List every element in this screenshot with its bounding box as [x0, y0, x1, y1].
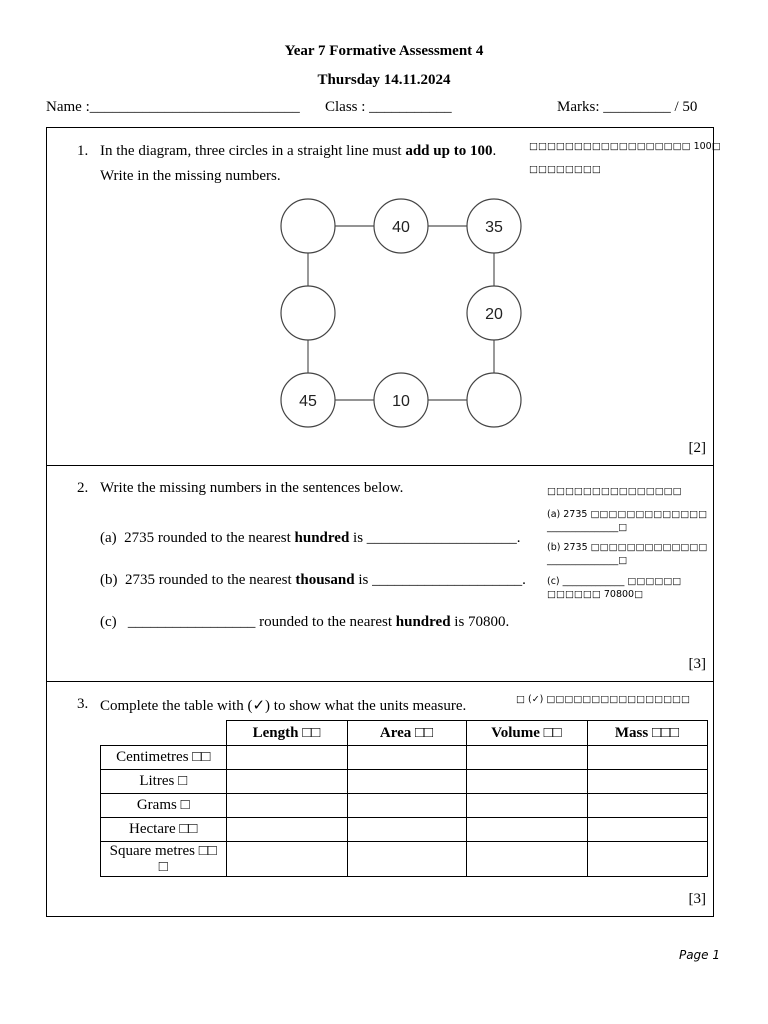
q2-translation-c2: □□□□□□ 70800□: [547, 589, 644, 600]
answer-cell[interactable]: [347, 842, 466, 877]
answer-cell[interactable]: [347, 770, 466, 794]
circle-top-left[interactable]: [281, 199, 335, 253]
answer-cell[interactable]: [466, 770, 587, 794]
answer-cell[interactable]: [347, 818, 466, 842]
circle-top-middle-value: 40: [392, 219, 410, 236]
column-length: Length □□: [226, 721, 347, 746]
q2-marks: [3]: [688, 656, 706, 672]
circle-bottom-right[interactable]: [467, 373, 521, 427]
q3-marks: [3]: [688, 891, 706, 907]
circle-bottom-left-value: 45: [299, 393, 317, 410]
row-label: Hectare □□: [101, 818, 227, 842]
q2-number: 2.: [77, 480, 89, 496]
circle-middle-right-value: 20: [485, 306, 503, 323]
q3-prompt: Complete the table with (✓) to show what the units measure.: [100, 698, 467, 714]
answer-cell[interactable]: [226, 746, 347, 770]
circle-bottom-middle-value: 10: [392, 393, 410, 410]
marks-field[interactable]: Marks: _________ / 50: [557, 99, 698, 115]
q2-translation-a1: (a) 2735 □□□□□□□□□□□□□: [547, 509, 708, 520]
q1-line2: Write in the missing numbers.: [100, 168, 281, 184]
q2-prompt: Write the missing numbers in the sentences below.: [100, 480, 404, 496]
q2-part-c: (c) _________________ rounded to the nearest hundred is 70800.: [100, 614, 510, 630]
answer-cell[interactable]: [466, 818, 587, 842]
page-number: Page 1: [678, 948, 720, 962]
name-field[interactable]: Name :____________________________: [46, 99, 300, 115]
q1-translation-2: □□□□□□□□: [529, 164, 601, 175]
q3-number: 3.: [77, 696, 89, 712]
question-2-box: [46, 465, 714, 682]
table-row: [101, 794, 708, 818]
q2-translation-b2: _______________□: [547, 555, 628, 566]
column-mass: Mass □□□: [587, 721, 707, 746]
q3-translation: □ (✓) □□□□□□□□□□□□□□□□: [516, 694, 691, 705]
table-row: [101, 770, 708, 794]
column-area: Area □□: [347, 721, 466, 746]
q2-translation-c1: (c) _____________ □□□□□□: [547, 576, 682, 587]
circle-square-diagram: [277, 196, 527, 428]
answer-cell[interactable]: [587, 746, 707, 770]
q1-translation-1: □□□□□□□□□□□□□□□□□□ 100□: [529, 141, 721, 152]
answer-cell[interactable]: [226, 818, 347, 842]
q1-number: 1.: [77, 143, 89, 159]
question-1-box: [46, 127, 721, 466]
answer-cell[interactable]: [226, 770, 347, 794]
q2-translation: □□□□□□□□□□□□□□□: [547, 486, 682, 497]
answer-cell[interactable]: [226, 842, 347, 877]
table-row: [101, 842, 708, 877]
page-title: Year 7 Formative Assessment 4: [284, 43, 484, 59]
row-label: Litres □: [101, 770, 227, 794]
answer-cell[interactable]: [587, 794, 707, 818]
column-volume: Volume □□: [466, 721, 587, 746]
header-corner: [101, 721, 227, 746]
circle-middle-left[interactable]: [281, 286, 335, 340]
table-row: [101, 746, 708, 770]
units-table-header: [101, 721, 708, 746]
q2-translation-b1: (b) 2735 □□□□□□□□□□□□□: [547, 542, 708, 553]
units-table: [100, 720, 708, 877]
table-row: [101, 818, 708, 842]
q2-translation-a2: _______________□: [547, 522, 628, 533]
row-label: Centimetres □□: [101, 746, 227, 770]
answer-cell[interactable]: [347, 746, 466, 770]
answer-cell[interactable]: [466, 746, 587, 770]
answer-cell[interactable]: [587, 842, 707, 877]
q2-part-b: (b) 2735 rounded to the nearest thousand is ____________________.: [100, 572, 526, 588]
q1-line1: In the diagram, three circles in a straight line must add up to 100.: [100, 143, 497, 159]
assessment-date: Thursday 14.11.2024: [317, 72, 451, 88]
answer-cell[interactable]: [587, 818, 707, 842]
q2-part-a: (a) 2735 rounded to the nearest hundred is ____________________.: [100, 530, 521, 546]
class-field[interactable]: Class : ___________: [325, 99, 452, 115]
circle-top-right-value: 35: [485, 219, 503, 236]
answer-cell[interactable]: [347, 794, 466, 818]
row-label: Square metres □□ □: [101, 842, 227, 877]
row-label: Grams □: [101, 794, 227, 818]
answer-cell[interactable]: [226, 794, 347, 818]
answer-cell[interactable]: [466, 794, 587, 818]
answer-cell[interactable]: [466, 842, 587, 877]
q1-marks: [2]: [688, 440, 706, 456]
answer-cell[interactable]: [587, 770, 707, 794]
